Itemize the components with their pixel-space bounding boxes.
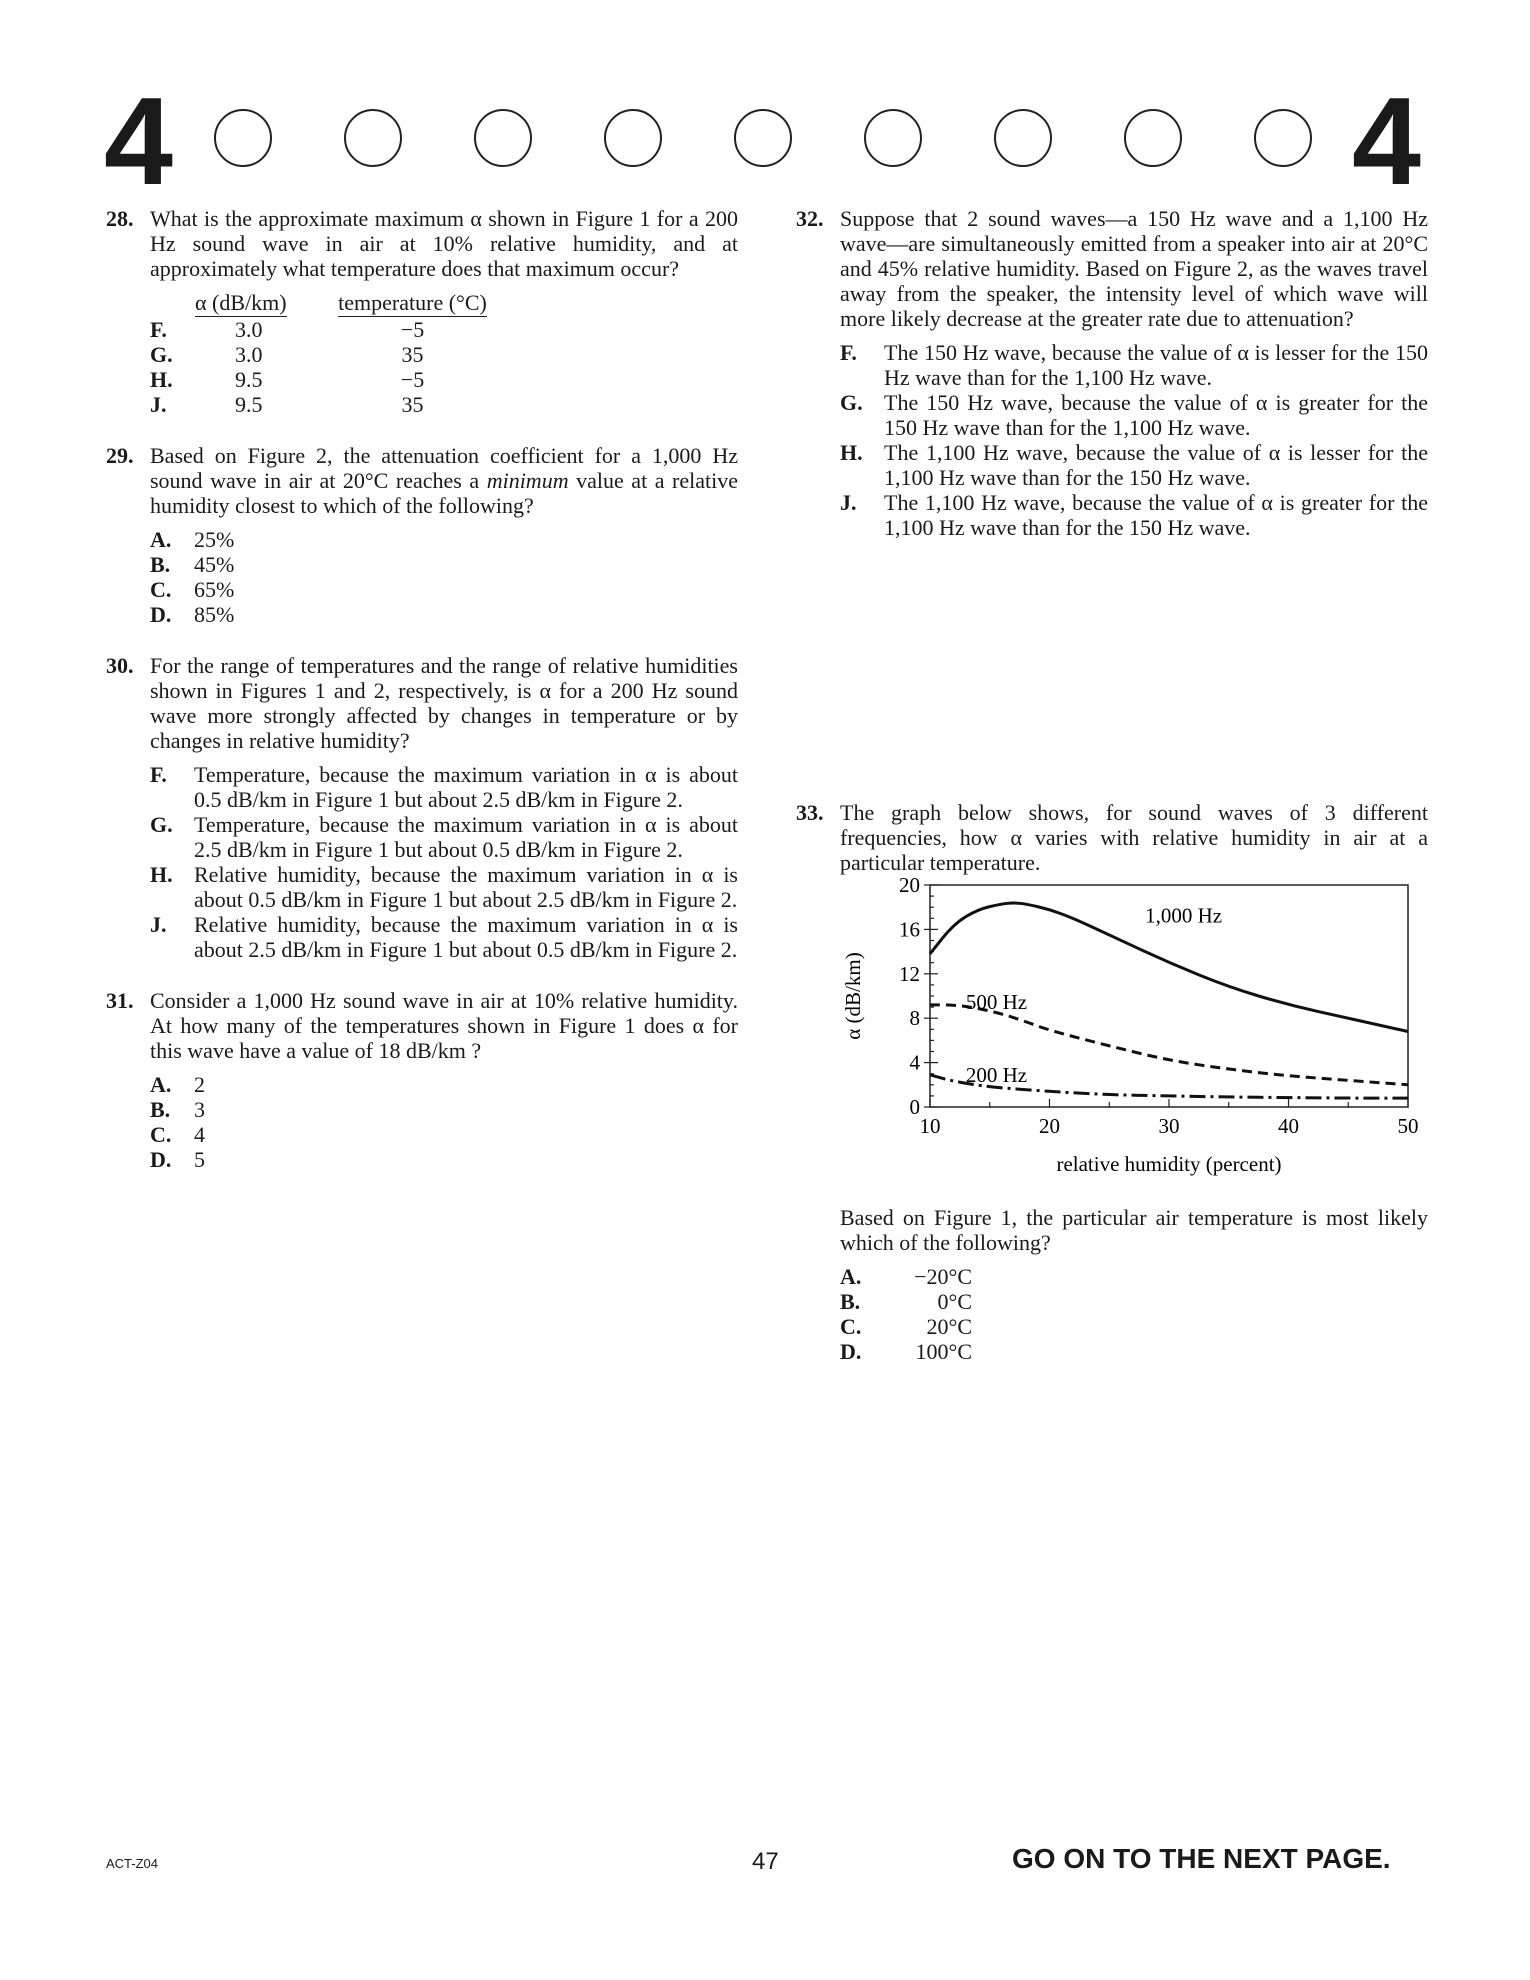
- answer-option[interactable]: [840, 490, 1428, 540]
- option-text: 85%: [194, 602, 235, 627]
- option-letter: F.: [150, 762, 167, 787]
- answer-row[interactable]: [150, 317, 505, 342]
- answer-options: [150, 527, 738, 627]
- answer-option[interactable]: [150, 862, 738, 912]
- answer-option[interactable]: [150, 527, 738, 552]
- series-label: 500 Hz: [965, 989, 1028, 1014]
- answer-option[interactable]: [150, 577, 738, 602]
- option-letter: H.: [840, 440, 863, 465]
- option-letter: B.: [840, 1289, 861, 1314]
- form-code: ACT-Z04: [106, 1856, 159, 1871]
- option-letter: A.: [150, 527, 172, 552]
- y-tick-label: 12: [899, 961, 920, 986]
- question-text-part: value at a relative humidity closest to which of the following?: [150, 468, 738, 518]
- question-28: [106, 206, 738, 417]
- option-text: 100°C: [915, 1339, 972, 1364]
- y-axis-label: α (dB/km): [841, 952, 865, 1040]
- section-number-right: 4: [1352, 73, 1421, 211]
- option-letter: G.: [150, 812, 173, 837]
- option-letter: D.: [150, 602, 172, 627]
- answer-row[interactable]: [150, 392, 505, 417]
- question-text: Consider a 1,000 Hz sound wave in air at 10% relative humidity. At how many of the temperatures shown in Figure 1 does α for this wave have a value of 18 dB/km ?: [150, 988, 738, 1063]
- option-letter: F.: [150, 317, 167, 342]
- answer-option[interactable]: [840, 390, 1428, 440]
- answer-options: [150, 762, 738, 962]
- option-text: Relative humidity, because the maximum variation in α is about 0.5 dB/km in Figure 1 but about 2.5 dB/km in Figure 2.: [194, 862, 738, 912]
- question-31: [106, 988, 738, 1172]
- right-column-lower: [796, 800, 1428, 1364]
- y-tick-label: 4: [909, 1050, 920, 1075]
- question-number: 33.: [796, 800, 824, 825]
- header-circle: [734, 109, 792, 167]
- option-letter: H.: [150, 862, 173, 887]
- answer-options: [840, 340, 1428, 540]
- option-text: 4: [194, 1122, 205, 1147]
- temperature-value: 35: [401, 342, 424, 367]
- y-tick-label: 20: [899, 873, 920, 897]
- question-text: [150, 443, 738, 518]
- option-letter: C.: [150, 577, 172, 602]
- option-letter: F.: [840, 340, 857, 365]
- alpha-value: 3.0: [235, 342, 263, 367]
- question-number: 31.: [106, 988, 134, 1013]
- option-letter: D.: [840, 1339, 862, 1364]
- option-letter: A.: [150, 1072, 172, 1097]
- y-tick-label: 0: [909, 1095, 920, 1119]
- x-axis-label: relative humidity (percent): [1056, 1152, 1282, 1176]
- answer-option[interactable]: [150, 762, 738, 812]
- answer-option[interactable]: [150, 1122, 738, 1147]
- x-tick-label: 10: [919, 1114, 941, 1138]
- option-text: The 150 Hz wave, because the value of α is lesser for the 150 Hz wave than for the 1,100 Hz wave.: [884, 340, 1428, 390]
- right-column: [796, 206, 1428, 540]
- answer-option[interactable]: [840, 340, 1428, 390]
- temperature-value: −5: [400, 317, 425, 342]
- option-letter: B.: [150, 1097, 171, 1122]
- question-32: [796, 206, 1428, 540]
- answer-table: [150, 290, 505, 417]
- answer-option[interactable]: [150, 912, 738, 962]
- x-tick-label: 40: [1278, 1114, 1299, 1138]
- x-tick-label: 50: [1397, 1114, 1419, 1138]
- header-circle: [1124, 109, 1182, 167]
- answer-option[interactable]: [150, 1097, 738, 1122]
- temperature-value: 35: [401, 392, 424, 417]
- question-followup-text: Based on Figure 1, the particular air temperature is most likely which of the following?: [840, 1205, 1428, 1255]
- option-letter: J.: [150, 392, 167, 417]
- option-letter: C.: [840, 1314, 862, 1339]
- question-number: 29.: [106, 443, 134, 468]
- answer-option[interactable]: [150, 602, 738, 627]
- question-29: [106, 443, 738, 627]
- answer-option[interactable]: [840, 1289, 1428, 1314]
- question-text: For the range of temperatures and the range of relative humidities shown in Figures 1 and 2, respectively, is α for a 200 Hz sound wave more strongly affected by changes in temperature or by changes in relative humidity?: [150, 653, 738, 753]
- left-column: [106, 206, 738, 1172]
- x-tick-label: 30: [1158, 1114, 1180, 1138]
- question-text: The graph below shows, for sound waves of 3 different frequencies, how α varies with relative humidity in air at a particular temperature.: [840, 800, 1428, 875]
- option-letter: J.: [840, 490, 857, 515]
- question-number: 30.: [106, 653, 134, 678]
- header-circle: [1254, 109, 1312, 167]
- answer-option[interactable]: [840, 1339, 1428, 1364]
- header-circle: [214, 109, 272, 167]
- header-circle: [994, 109, 1052, 167]
- humidity-attenuation-chart: [796, 873, 1419, 1199]
- option-text: 3: [194, 1097, 205, 1122]
- header-circle: [864, 109, 922, 167]
- option-text: The 1,100 Hz wave, because the value of α is greater for the 1,100 Hz wave than for the 150 Hz wave.: [884, 490, 1428, 540]
- alpha-value: 3.0: [235, 317, 263, 342]
- page-number: 47: [752, 1848, 779, 1875]
- option-text: The 150 Hz wave, because the value of α is greater for the 150 Hz wave than for the 1,100 Hz wave.: [884, 390, 1428, 440]
- option-letter: H.: [150, 367, 173, 392]
- alpha-value: 9.5: [235, 367, 263, 392]
- option-letter: G.: [150, 342, 173, 367]
- option-letter: G.: [840, 390, 863, 415]
- column-header-temperature: temperature (°C): [338, 290, 487, 315]
- answer-option[interactable]: [150, 1072, 738, 1097]
- option-letter: B.: [150, 552, 171, 577]
- question-text: What is the approximate maximum α shown in Figure 1 for a 200 Hz sound wave in air at 10% relative humidity, and at approximately what temperature does that maximum occur?: [150, 206, 738, 281]
- answer-option[interactable]: [840, 1314, 1428, 1339]
- option-text: 65%: [194, 577, 235, 602]
- answer-row[interactable]: [150, 342, 505, 367]
- series-label: 1,000 Hz: [1145, 903, 1223, 928]
- temperature-value: −5: [400, 367, 425, 392]
- option-letter: J.: [150, 912, 167, 937]
- answer-options: [150, 1072, 738, 1172]
- section-number-left: 4: [104, 73, 173, 211]
- option-text: 20°C: [926, 1314, 972, 1339]
- question-text-part: Based on Figure 2, the attenuation coefficient for a 1,000 Hz sound wave in air at 20°C reaches a: [150, 443, 738, 493]
- question-30: [106, 653, 738, 962]
- question-number: 32.: [796, 206, 824, 231]
- option-text: 25%: [194, 527, 235, 552]
- question-33: [796, 800, 1428, 1364]
- option-letter: C.: [150, 1122, 172, 1147]
- question-text: Suppose that 2 sound waves—a 150 Hz wave and a 1,100 Hz wave—are simultaneously emitted from a speaker into air at 20°C and 45% relative humidity. Based on Figure 2, as the waves travel away from the speaker, the intensity level of which wave will more likely decrease at the greater rate due to attenuation?: [840, 206, 1428, 331]
- option-letter: D.: [150, 1147, 172, 1172]
- go-on-notice: GO ON TO THE NEXT PAGE.: [1012, 1843, 1391, 1874]
- option-text: −20°C: [914, 1264, 972, 1289]
- answer-option[interactable]: [840, 1264, 1428, 1289]
- option-text: 2: [194, 1072, 205, 1097]
- option-text: 5: [194, 1147, 205, 1172]
- option-text: Temperature, because the maximum variation in α is about 0.5 dB/km in Figure 1 but about 2.5 dB/km in Figure 2.: [194, 762, 738, 812]
- answer-option[interactable]: [150, 812, 738, 862]
- alpha-value: 9.5: [235, 392, 263, 417]
- option-text: The 1,100 Hz wave, because the value of α is lesser for the 1,100 Hz wave than for the 150 Hz wave.: [884, 440, 1428, 490]
- answer-option[interactable]: [150, 552, 738, 577]
- header-circle: [604, 109, 662, 167]
- header-circle: [344, 109, 402, 167]
- question-number: 28.: [106, 206, 134, 231]
- option-text: 0°C: [937, 1289, 972, 1314]
- y-tick-label: 8: [909, 1006, 920, 1031]
- header-circle: [474, 109, 532, 167]
- column-header-alpha: α (dB/km): [195, 290, 287, 315]
- option-text: 45%: [194, 552, 235, 577]
- option-text: Relative humidity, because the maximum variation in α is about 2.5 dB/km in Figure 1 but about 0.5 dB/km in Figure 2.: [194, 912, 738, 962]
- option-letter: A.: [840, 1264, 862, 1289]
- question-text-emphasis: minimum: [486, 468, 569, 493]
- answer-option[interactable]: [150, 1147, 738, 1172]
- answer-row[interactable]: [150, 367, 505, 392]
- answer-option[interactable]: [840, 440, 1428, 490]
- y-tick-label: 16: [899, 917, 920, 942]
- series-label: 200 Hz: [965, 1063, 1028, 1088]
- option-text: Temperature, because the maximum variation in α is about 2.5 dB/km in Figure 1 but about 0.5 dB/km in Figure 2.: [194, 812, 738, 862]
- x-tick-label: 20: [1039, 1114, 1060, 1138]
- answer-options: [840, 1264, 1428, 1364]
